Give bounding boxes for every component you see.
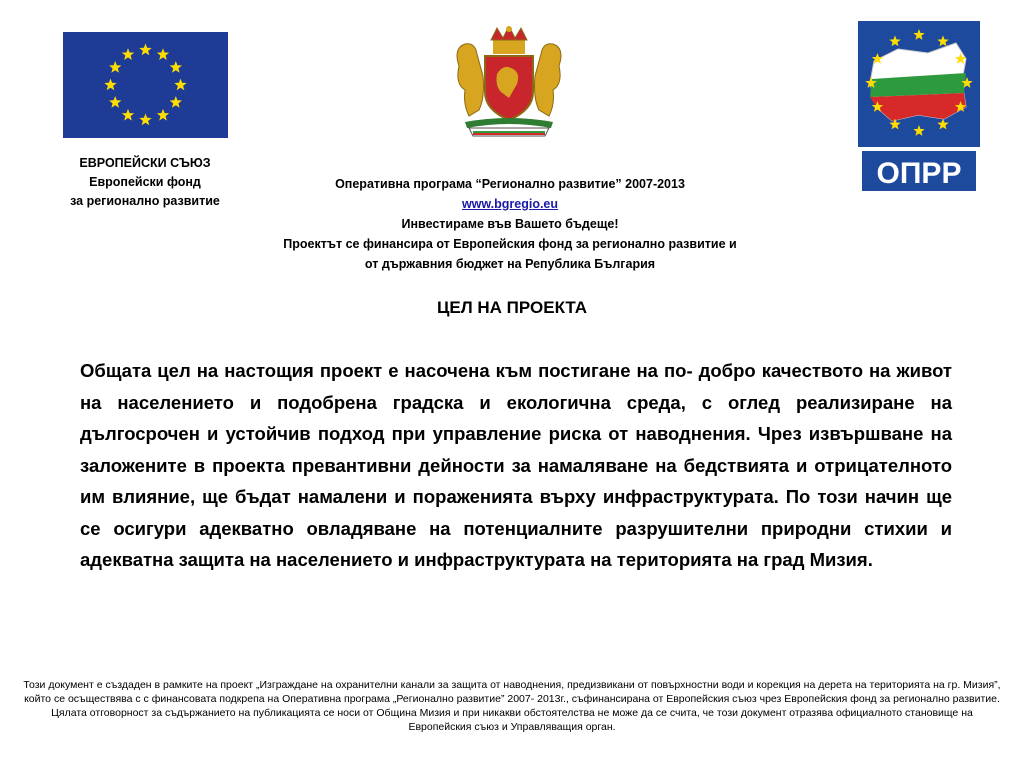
program-link[interactable]: www.bgregio.eu [461, 197, 559, 211]
project-goal-paragraph: Общата цел на настощия проект е насочена към постигане на по- добро качеството на живот на населението и подобрена градска и екологична среда, с оглед реализиране на дългосрочен и устойчив подход при управление риска от наводнения. Чрез извършване на заложените в проекта превантивни дейности за намаляване на бедствията и отрицателното им влияние, ще бъдат намалени и пораженията върху инфраструктурата. По този начин ще се осигури адекватно овладяване на потенциалните разрушителни природни стихии и адекватна защита на населението и инфраструктурата на територията на град Мизия. [80, 360, 952, 570]
eu-flag-icon [63, 32, 228, 138]
eu-caption-line1: ЕВРОПЕЙСКИ СЪЮЗ [79, 156, 211, 170]
opr-logo-label: ОПРР [876, 157, 962, 190]
eu-caption [40, 154, 250, 211]
footer-disclaimer: Този документ е създаден в рамките на проект „Изграждане на охранителни канали за защита от наводнения, предизвикани от повърхностни води и корекция на дерета на територията на гр. Мизия”, който се осъществява с с финансовата подкрепа на Оперативна програма „Регионално развитие” 2007- 2013г., съфинансирана от Европейския съюз чрез Европейския фонд за регионално развитие. Цялата отговорност за съдържанието на публикацията се носи от Община Мизия и при никакви обстоятелства не може да се счита, че този документ отразява официалното становище на Европейския съюз и Управляващия орган. [23, 679, 1001, 733]
program-funding-line1: Проектът се финансира от Европейския фонд за регионално развитие и [283, 237, 737, 251]
program-slogan: Инвестираме във Вашето бъдеще! [401, 217, 619, 231]
program-info [240, 174, 780, 274]
program-funding-line2: от държавния бюджет на Република България [364, 257, 656, 271]
program-title: Оперативна програма “Регионално развитие” 2007-2013 [335, 177, 685, 191]
eu-caption-line3: за регионално развитие [70, 194, 220, 208]
bulgaria-coat-of-arms-icon [445, 26, 573, 138]
opr-logo-icon [858, 21, 980, 195]
section-title: ЦЕЛ НА ПРОЕКТА [437, 298, 587, 317]
eu-caption-line2: Европейски фонд [89, 175, 201, 189]
